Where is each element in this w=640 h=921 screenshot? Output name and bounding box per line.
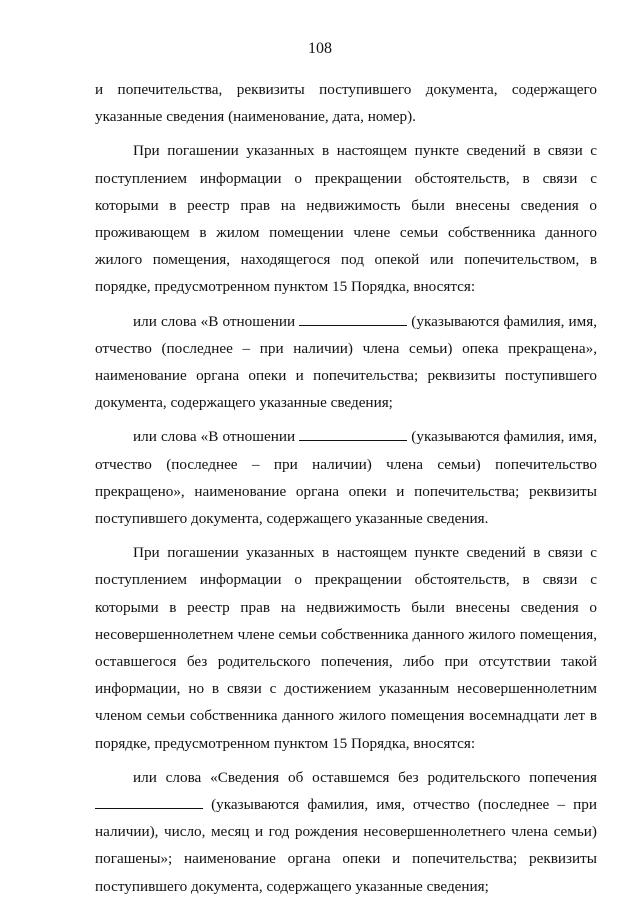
fill-in-blank-line	[95, 796, 203, 809]
paragraph-text-after-blank: (указываются фамилия, имя, отчество (последнее – при наличии) члена семьи) опека прекращена», наименование органа опеки и попечительства; реквизиты поступившего документа, содержащего указанные сведения;	[95, 312, 597, 412]
paragraph-text-after-blank: (указываются фамилия, имя, отчество (последнее – при наличии), число, месяц и год рождения несовершеннолетнего члена семьи) погашены»; наименование органа опеки и попечительства; реквизиты поступившего документа, содержащего указанные сведения;	[95, 796, 597, 895]
paragraph-guardianship-termination: При погашении указанных в настоящем пункте сведений в связи с поступлением информации о прекращении обстоятельств, в связи с которыми в реестр прав на недвижимость были внесены сведения о проживающем в жилом помещении члене семьи собственника данного жилого помещения, находящегося под опекой или попечительством, в порядке, предусмотренном пунктом 15 Порядка, вносятся:	[95, 142, 597, 296]
paragraph-text-after-blank: (указываются фамилия, имя, отчество (последнее – при наличии) члена семьи) попечительство прекращено», наименование органа опеки и попечительства; реквизиты поступившего документа, содержащего указанные сведения.	[95, 428, 597, 528]
paragraph-text-before-blank: или слова «Сведения об оставшемся без родительского попечения	[133, 768, 597, 786]
paragraph-minor-termination: При погашении указанных в настоящем пункте сведений в связи с поступлением информации о прекращении обстоятельств, в связи с которыми в реестр прав на недвижимость были внесены сведения о несовершеннолетнем члене семьи собственника данного жилого помещения, оставшегося без родительского попечения, либо при отсутствии такой информации, но в связи с достижением указанным несовершеннолетним членом семьи собственника данного жилого помещения восемнадцати лет в порядке, предусмотренном пунктом 15 Порядка, вносятся:	[95, 544, 597, 752]
paragraph-continuation: и попечительства, реквизиты поступившего документа, содержащего указанные сведения (наименование, дата, номер).	[95, 81, 597, 126]
paragraph-option-guardianship-ended	[95, 308, 597, 417]
page-number: 108	[308, 40, 332, 57]
paragraph-text-before-blank: или слова «В отношении	[133, 312, 300, 330]
paragraph-option-trusteeship-ended	[95, 423, 597, 532]
fill-in-blank-line	[299, 313, 407, 326]
document-body	[95, 76, 597, 907]
fill-in-blank-line	[299, 428, 407, 441]
paragraph-text-before-blank: или слова «В отношении	[133, 428, 300, 446]
paragraph-option-minor-records-cleared	[95, 764, 597, 900]
